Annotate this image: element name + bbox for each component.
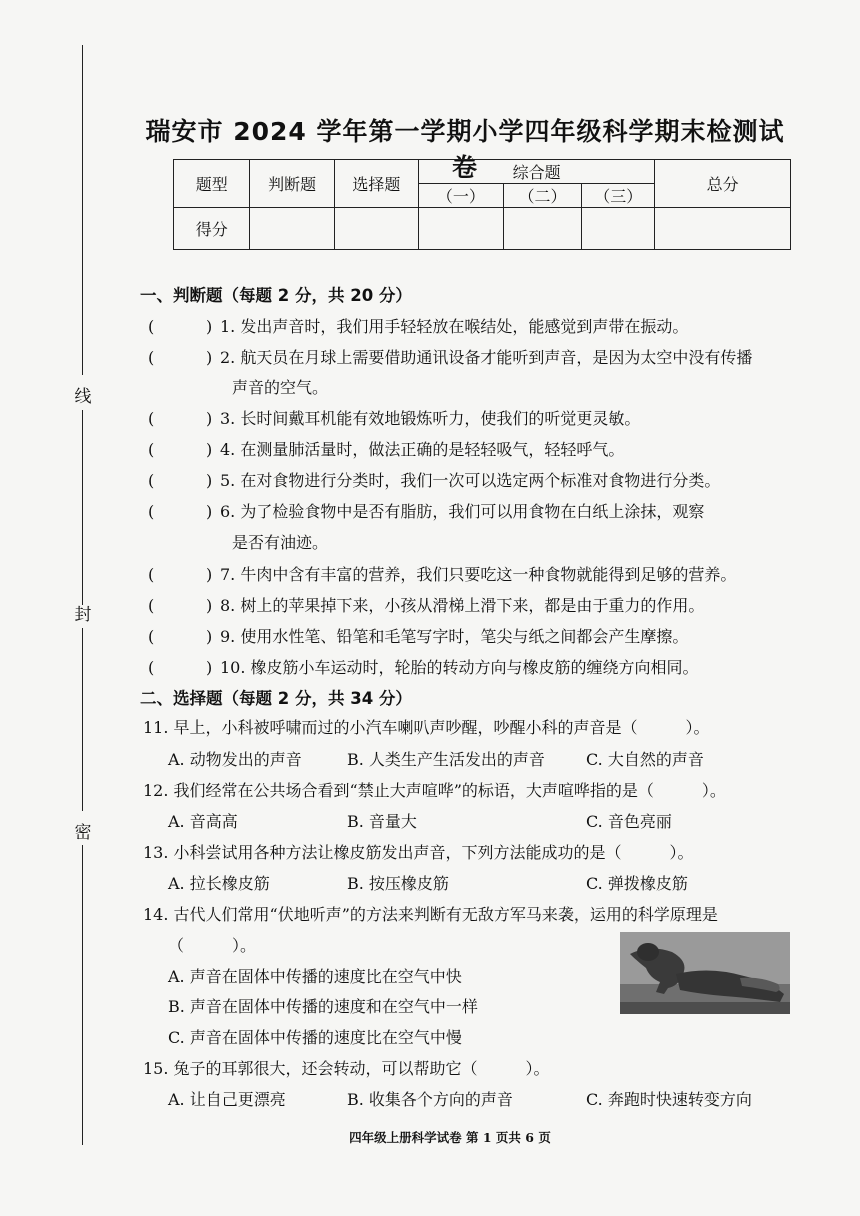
option-b: B. 声音在固体中传播的速度和在空气中一样 [168,997,478,1016]
option-a: A. 拉长橡皮筋 [168,874,270,893]
score-cell[interactable] [334,208,418,250]
tf-item: ( ) 5. 在对食物进行分类时，我们一次可以选定两个标准对食物进行分类。 [148,471,721,490]
cell-zonghe: 综合题 [419,160,655,184]
tf-item: ( ) 3. 长时间戴耳机能有效地锻炼听力，使我们的听觉更灵敏。 [148,409,641,428]
score-table [173,159,791,250]
question-11: 11. 早上，小科被呼啸而过的小汽车喇叭声吵醒，吵醒小科的声音是（ ）。 [143,718,710,737]
figure-lying-on-ground-illustration [620,932,790,1014]
question-14-cont: （ ）。 [168,936,257,955]
score-cell[interactable] [655,208,791,250]
option-b: B. 音量大 [347,812,417,831]
page-footer: 四年级上册科学试卷 第 1 页共 6 页 [349,1130,551,1145]
option-b: B. 收集各个方向的声音 [347,1090,513,1109]
margin-line [82,628,83,811]
cell-sub1: （一） [419,184,504,208]
score-cell[interactable] [582,208,655,250]
margin-char-feng: 封 [74,605,92,625]
cell-panduan: 判断题 [250,160,334,208]
margin-char-xian: 线 [74,387,92,407]
question-15: 15. 兔子的耳郭很大，还会转动，可以帮助它（ ）。 [143,1059,550,1078]
tf-item: ( ) 1. 发出声音时，我们用手轻轻放在喉结处，能感觉到声带在振动。 [148,317,689,336]
option-c: C. 大自然的声音 [586,750,704,769]
cell-score-label: 得分 [174,208,250,250]
score-cell[interactable] [419,208,504,250]
option-b: B. 按压橡皮筋 [347,874,449,893]
tf-item: ( ) 8. 树上的苹果掉下来，小孩从滑梯上滑下来，都是由于重力的作用。 [148,596,705,615]
option-a: A. 声音在固体中传播的速度比在空气中快 [168,967,462,986]
option-a: A. 动物发出的声音 [168,750,302,769]
margin-char-mi: 密 [74,823,92,843]
tf-item: ( ) 6. 为了检验食物中是否有脂肪，我们可以用食物在白纸上涂抹，观察 [148,502,705,521]
tf-item: ( ) 10. 橡皮筋小车运动时，轮胎的转动方向与橡皮筋的缠绕方向相同。 [148,658,699,677]
tf-item: ( ) 2. 航天员在月球上需要借助通讯设备才能听到声音，是因为太空中没有传播 [148,348,753,367]
listening-to-ground-photo [620,932,790,1014]
section1-heading: 一、判断题（每题 2 分，共 20 分） [140,286,412,305]
score-cell[interactable] [250,208,334,250]
cell-type-label: 题型 [174,160,250,208]
option-c: C. 奔跑时快速转变方向 [586,1090,752,1109]
tf-item: ( ) 4. 在测量肺活量时，做法正确的是轻轻吸气，轻轻呼气。 [148,440,625,459]
cell-sub3: （三） [582,184,655,208]
option-b: B. 人类生产生活发出的声音 [347,750,545,769]
margin-line [82,845,83,1145]
tf-item-cont: 声音的空气。 [232,378,329,397]
margin-line [82,410,83,605]
option-c: C. 弹拨橡皮筋 [586,874,688,893]
tf-item-cont: 是否有油迹。 [232,533,329,552]
option-a: A. 让自己更漂亮 [168,1090,286,1109]
tf-item: ( ) 9. 使用水性笔、铅笔和毛笔写字时，笔尖与纸之间都会产生摩擦。 [148,627,689,646]
section2-heading: 二、选择题（每题 2 分，共 34 分） [140,689,412,708]
option-c: C. 音色亮丽 [586,812,672,831]
option-c: C. 声音在固体中传播的速度比在空气中慢 [168,1028,462,1047]
tf-item: ( ) 7. 牛肉中含有丰富的营养，我们只要吃这一种食物就能得到足够的营养。 [148,565,737,584]
question-14: 14. 古代人们常用“伏地听声”的方法来判断有无敌方军马来袭，运用的科学原理是 [143,905,718,924]
cell-sub2: （二） [503,184,582,208]
page-title: 瑞安市 2024 学年第一学期小学四年级科学期末检测试卷 [145,117,785,182]
question-12: 12. 我们经常在公共场合看到“禁止大声喧哗”的标语，大声喧哗指的是（ ）。 [143,781,726,800]
cell-xuanze: 选择题 [334,160,418,208]
margin-line [82,45,83,375]
score-cell[interactable] [503,208,582,250]
question-13: 13. 小科尝试用各种方法让橡皮筋发出声音，下列方法能成功的是（ ）。 [143,843,694,862]
cell-total: 总分 [655,160,791,208]
option-a: A. 音高高 [168,812,238,831]
